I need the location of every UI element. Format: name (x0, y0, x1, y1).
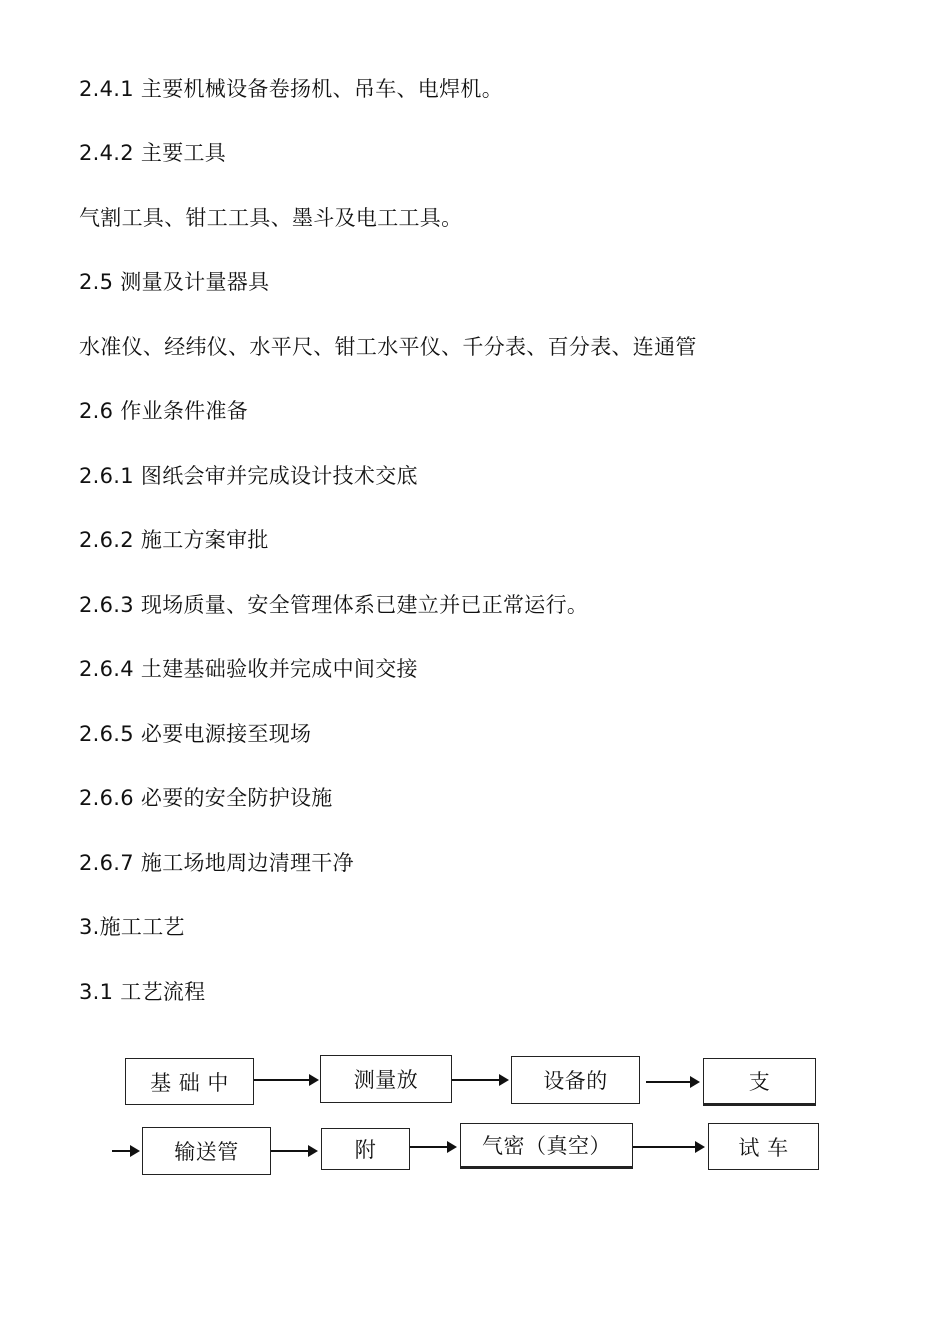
flow-arrow-3 (646, 1081, 698, 1083)
para-2-6-3: 2.6.3 现场质量、安全管理体系已建立并已正常运行。 (79, 593, 589, 617)
flow-arrow-7 (633, 1146, 703, 1148)
flow-arrow-5 (271, 1150, 316, 1152)
flow-box-support: 支 (703, 1058, 816, 1106)
para-2-6-6: 2.6.6 必要的安全防护设施 (79, 786, 333, 810)
section-3-heading: 3.施工工艺 (79, 915, 185, 939)
para-2-6-1: 2.6.1 图纸会审并完成设计技术交底 (79, 464, 418, 488)
para-2-6-7: 2.6.7 施工场地周边清理干净 (79, 851, 354, 875)
flow-box-pipe: 输送管 (142, 1127, 271, 1175)
flow-box-accessory: 附 (321, 1128, 410, 1170)
flow-box-foundation: 基 础 中 (125, 1058, 254, 1105)
section-3-1-heading: 3.1 工艺流程 (79, 980, 206, 1004)
para-2-6-2: 2.6.2 施工方案审批 (79, 528, 269, 552)
para-2-6: 2.6 作业条件准备 (79, 399, 249, 423)
para-2-5: 2.5 测量及计量器具 (79, 270, 270, 294)
para-2-6-5: 2.6.5 必要电源接至现场 (79, 722, 312, 746)
flow-arrow-6 (410, 1146, 455, 1148)
para-2-6-4: 2.6.4 土建基础验收并完成中间交接 (79, 657, 418, 681)
para-instruments: 水准仪、经纬仪、水平尺、钳工水平仪、千分表、百分表、连通管 (79, 335, 697, 359)
flow-box-airtight: 气密（真空） (460, 1123, 633, 1169)
flow-box-survey: 测量放 (320, 1055, 452, 1103)
flow-arrow-2 (452, 1079, 507, 1081)
flow-arrow-4 (112, 1150, 138, 1152)
flow-box-test-run: 试 车 (708, 1123, 819, 1170)
para-tools: 气割工具、钳工工具、墨斗及电工工具。 (79, 206, 463, 230)
para-2-4-2: 2.4.2 主要工具 (79, 141, 227, 165)
flow-box-equipment: 设备的 (511, 1056, 640, 1104)
flow-arrow-1 (254, 1079, 317, 1081)
para-2-4-1: 2.4.1 主要机械设备卷扬机、吊车、电焊机。 (79, 77, 504, 101)
